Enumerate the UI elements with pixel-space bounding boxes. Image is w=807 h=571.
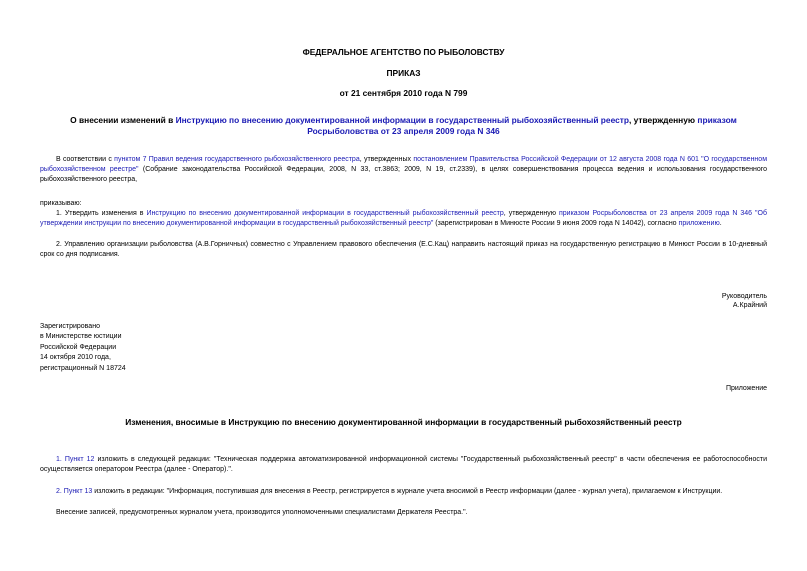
registration-line: 14 октября 2010 года, xyxy=(40,354,111,362)
appendix-point-2-continued: Внесение записей, предусмотренных журналом учета, производится уполномоченными специалистами Держателя Реестра.". xyxy=(56,509,468,516)
appendix-label: Приложение xyxy=(725,385,767,392)
appendix-title: Изменения, вносимые в Инструкцию по внесению документированной информации в государственный рыбохозяйственный реестр xyxy=(125,417,682,427)
preamble-text: , утвержденных xyxy=(359,156,414,163)
order-item-1 xyxy=(40,209,767,229)
appendix-point-2 xyxy=(40,487,767,497)
document-type: ПРИКАЗ xyxy=(386,68,421,78)
signature-name: А.Крайний xyxy=(732,302,767,309)
registration-line: в Министерстве юстиции xyxy=(40,333,122,341)
registration-line: регистрационный N 18724 xyxy=(40,364,126,372)
agency-name: ФЕДЕРАЛЬНОЕ АГЕНТСТВО ПО РЫБОЛОВСТВУ xyxy=(302,47,505,57)
instruction-link[interactable]: Инструкцию по внесению документированной информации в государственный рыбохозяйственный реестр xyxy=(146,210,504,217)
instruction-link[interactable]: Инструкцию по внесению документированной информации в государственный рыбохозяйственный реестр xyxy=(175,115,629,125)
preamble-text: В соответствии с xyxy=(56,156,115,163)
item-text: 1. Утвердить изменения в xyxy=(56,210,147,217)
government-decree-601-link[interactable]: постановлением Правительства Российской Федерации от 12 августа 2008 года N 601 "О государственном рыбохозяйственном реестре" xyxy=(40,156,768,173)
signature-position: Руководитель xyxy=(721,293,767,300)
appendix-text: изложить в редакции: "Информация, поступившая для внесения в Реестр, регистрируется в журнале учета вносимой в Реестр информации (далее - журнал учета), прилагаемом к Инструкции. xyxy=(92,488,723,495)
order-word: приказываю: xyxy=(40,200,82,207)
order-346-link[interactable]: приказом Росрыболовства от 23 апреля 2009 года N 346 xyxy=(307,115,737,136)
item-text: . xyxy=(719,220,722,227)
preamble-text: (Собрание законодательства Российской Федерации, 2008, N 33, ст.3863; 2009, N 19, ст.2339), в целях совершенствования процесса ведения и использования государственного рыбохозяйственного реестра, xyxy=(40,166,768,183)
title-text: , утвержденную xyxy=(629,115,698,125)
order-346-link[interactable]: приказом Росрыболовства от 23 апреля 2009 года N 346 "Об утверждении инструкции по внесению документированной информации в государственный рыбохозяйственный реестр" xyxy=(40,210,767,227)
appendix-point-1 xyxy=(40,455,767,475)
appendix-link[interactable]: приложению xyxy=(678,220,720,227)
order-item-2: 2. Управлению организации рыболовства (А.В.Горничных) совместно с Управлением правового обеспечения (Е.С.Кац) направить настоящий приказ на государственную регистрацию в Минюст России в 10-дневный срок со дня подписания. xyxy=(40,241,767,258)
preamble-paragraph xyxy=(40,155,767,185)
point-12-link[interactable]: 1. Пункт 12 xyxy=(56,456,95,463)
title-text: О внесении изменений в xyxy=(70,115,176,125)
registration-line: Российской Федерации xyxy=(40,343,117,351)
document-title xyxy=(40,115,767,137)
rules-point-7-link[interactable]: пунктом 7 Правил ведения государственного рыбохозяйственного реестра xyxy=(114,156,360,163)
registration-line: Зарегистрировано xyxy=(40,323,100,330)
item-text: (зарегистрирован в Минюсте России 9 июня 2009 года N 14042), согласно xyxy=(433,220,679,227)
registration-block xyxy=(40,322,126,374)
appendix-text: изложить в следующей редакции: "Техническая поддержка автоматизированной информационной системы "Государственный рыбохозяйственный реестр" в части обеспечения ее работоспособности осуществляется оператором Реестра (далее - Оператор).". xyxy=(40,456,767,473)
document-date: от 21 сентября 2010 года N 799 xyxy=(339,88,468,98)
point-13-link[interactable]: 2. Пункт 13 xyxy=(56,488,93,495)
item-text: , утвержденную xyxy=(503,210,559,217)
